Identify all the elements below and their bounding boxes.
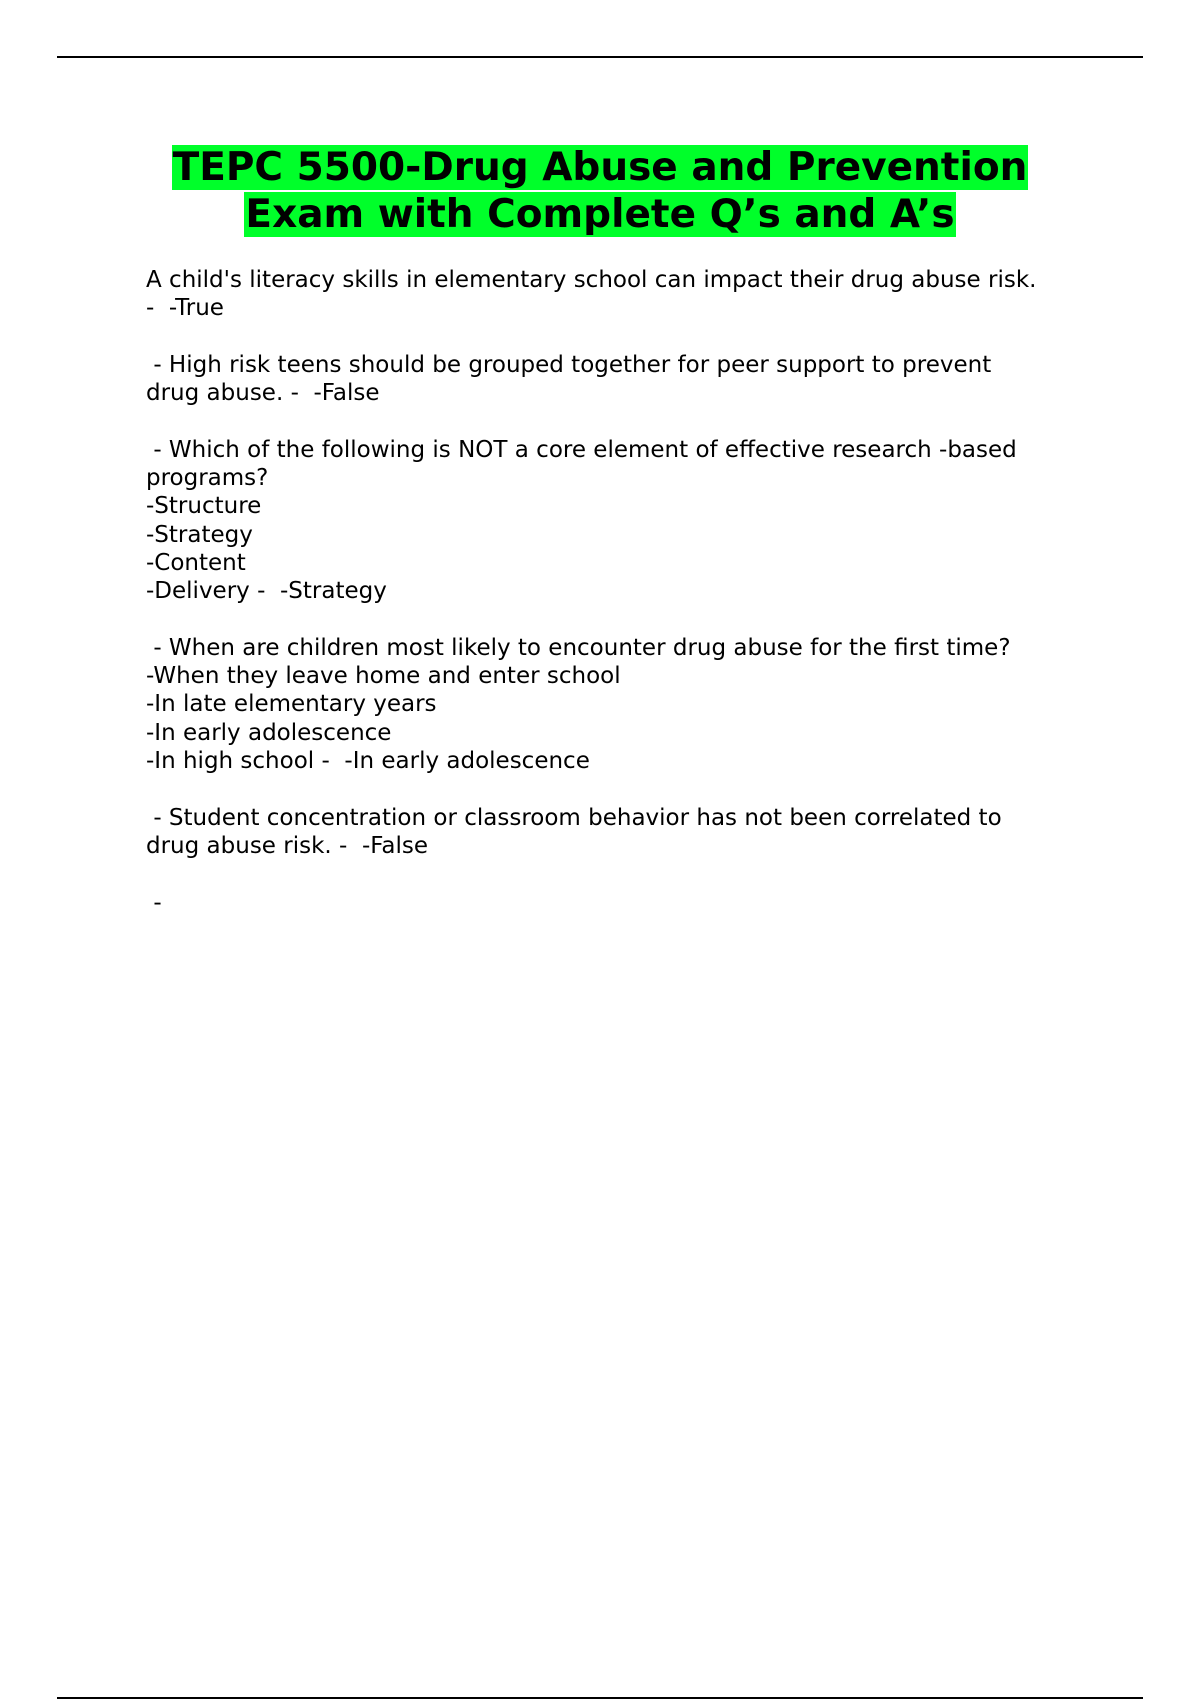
qa-item <box>146 634 1106 775</box>
qa-line: - When are children most likely to encounter drug abuse for the first time? <box>146 634 1011 661</box>
title-line-1: TEPC 5500-Drug Abuse and Prevention <box>172 145 1028 190</box>
qa-item <box>146 436 1106 606</box>
top-rule <box>57 56 1143 58</box>
qa-line: - High risk teens should be grouped together for peer support to prevent <box>146 351 992 378</box>
qa-list <box>146 266 1106 945</box>
qa-line: -Content <box>146 549 246 576</box>
qa-line: -When they leave home and enter school <box>146 663 621 690</box>
qa-item <box>146 804 1106 861</box>
qa-line: A child's literacy skills in elementary school can impact their drug abuse risk. <box>146 267 1037 293</box>
qa-line: - -True <box>146 295 224 322</box>
qa-line: -Delivery - -Strategy <box>146 578 387 605</box>
qa-item <box>146 266 1106 323</box>
qa-line: -Structure <box>146 493 262 520</box>
qa-item <box>146 889 1106 917</box>
document-title <box>0 144 1200 238</box>
qa-line: -In early adolescence <box>146 719 392 746</box>
title-line-2: Exam with Complete Q’s and A’s <box>245 192 955 237</box>
qa-line: - Which of the following is NOT a core element of effective research -based <box>146 436 1017 463</box>
qa-line: drug abuse risk. - -False <box>146 832 428 859</box>
bottom-rule <box>57 1697 1143 1699</box>
qa-line: -In high school - -In early adolescence <box>146 748 590 775</box>
qa-line: - Student concentration or classroom behavior has not been correlated to <box>146 804 1002 831</box>
qa-line: - <box>146 889 162 916</box>
qa-item <box>146 351 1106 408</box>
qa-line: -In late elementary years <box>146 691 437 718</box>
qa-line: -Strategy <box>146 521 253 548</box>
qa-line: drug abuse. - -False <box>146 380 380 407</box>
qa-line: programs? <box>146 465 269 492</box>
